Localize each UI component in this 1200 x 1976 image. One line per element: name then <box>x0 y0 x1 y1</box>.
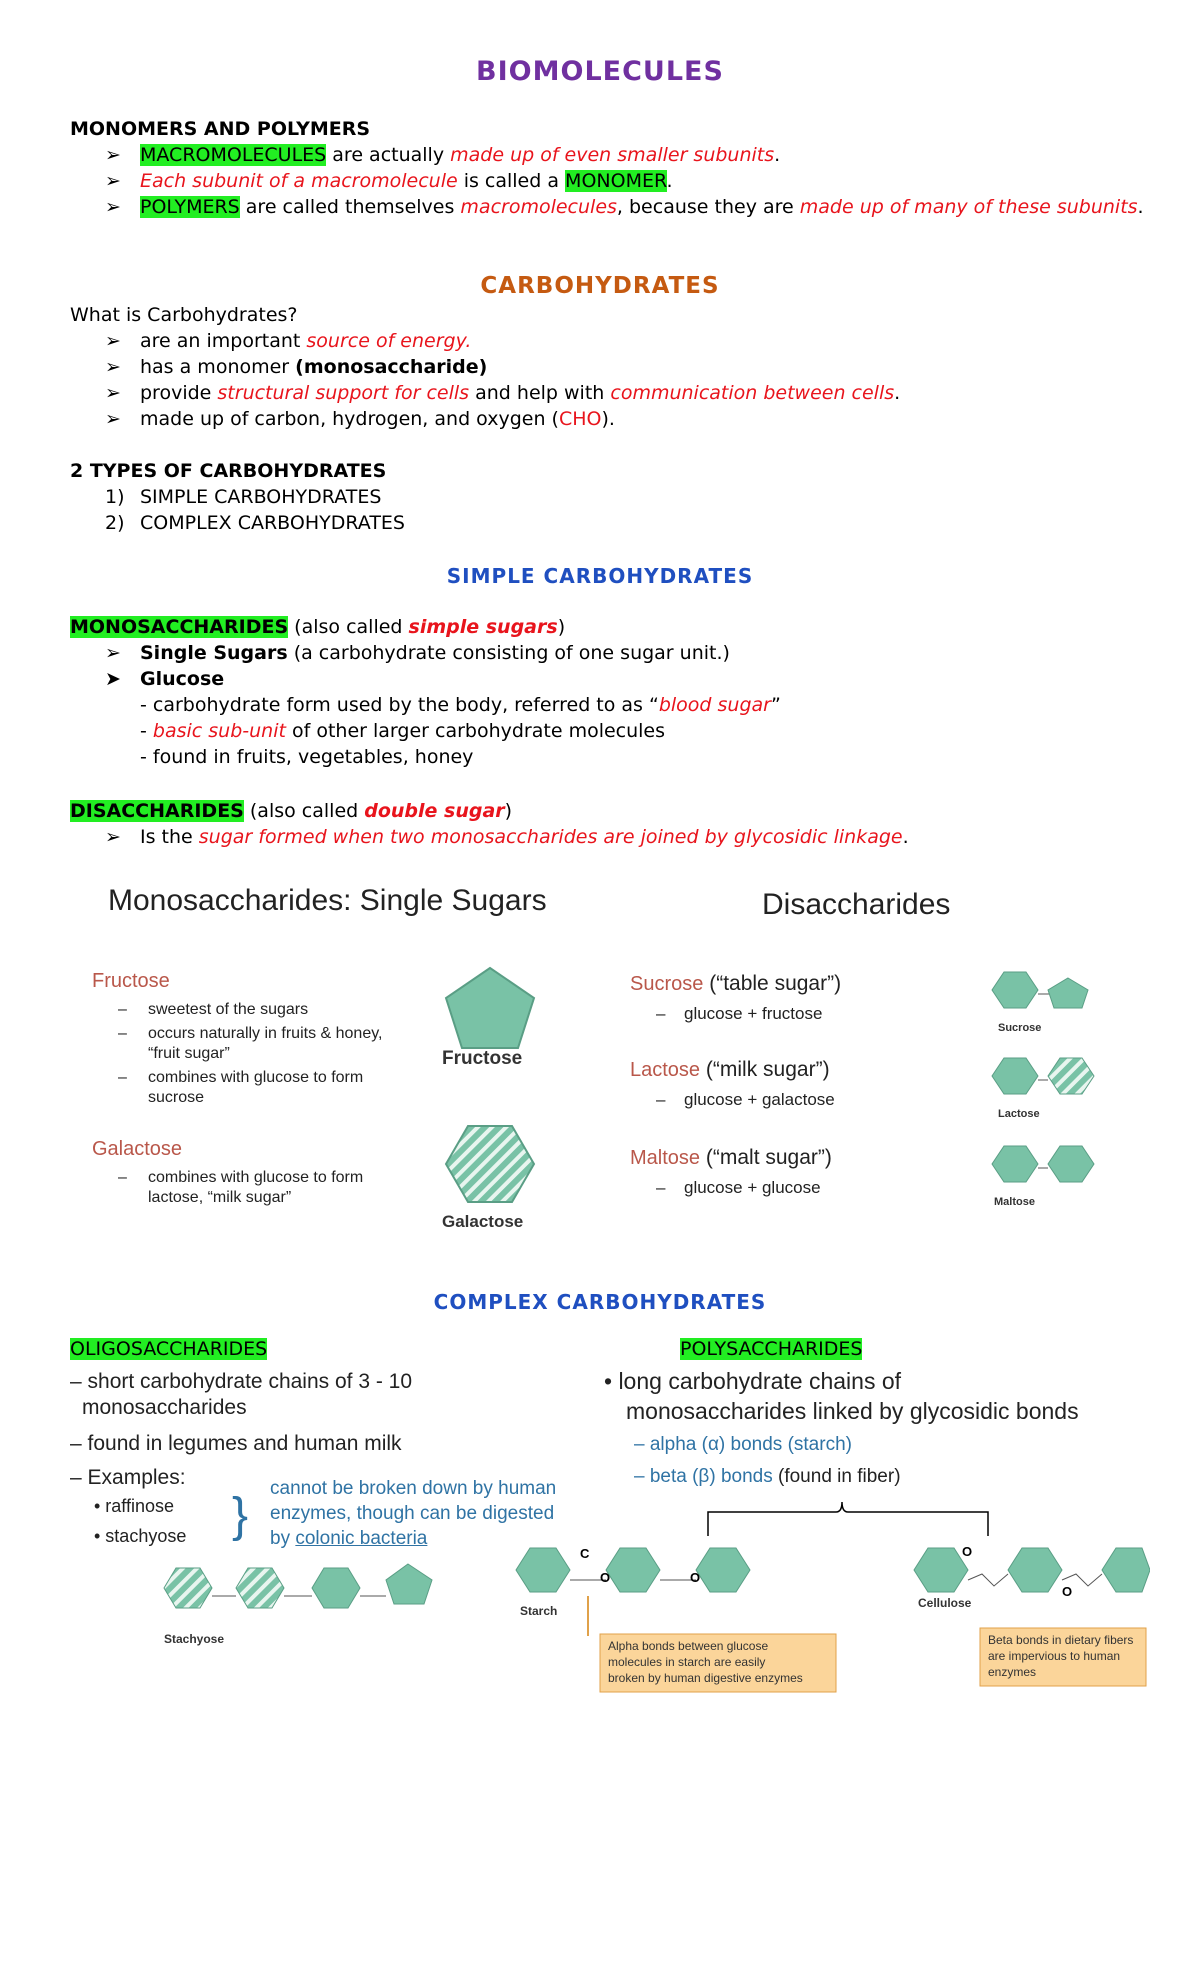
types-heading: 2 TYPES OF CARBOHYDRATES <box>70 460 387 482</box>
carbs-bullet-1: ➢ are an important source of energy. <box>105 330 472 352</box>
oligosaccharides-label: OLIGOSACCHARIDES <box>70 1338 268 1360</box>
single-sugars-bullet: ➢ Single Sugars (a carbohydrate consisting of one sugar unit.) <box>105 642 730 664</box>
glucose-bullet: ➤ Glucose <box>105 668 225 690</box>
complex-carbs-title: COMPLEX CARBOHYDRATES <box>433 1290 767 1314</box>
carbs-question: What is Carbohydrates? <box>70 304 298 326</box>
arrow-bullet-icon: ➢ <box>105 144 121 166</box>
arrow-bullet-icon: ➢ <box>105 196 121 218</box>
fructose-image-label: Fructose <box>442 1048 523 1069</box>
arrow-bullet-icon: ➢ <box>105 356 121 378</box>
starch-note: Alpha bonds between glucose molecules in starch are easily broken by human digestive enzymes <box>608 1639 803 1685</box>
oligo-line-3: – found in legumes and human milk <box>70 1432 402 1455</box>
poly-beta: – beta (β) bonds (found in fiber) <box>634 1466 901 1487</box>
sugars-figure <box>0 870 1200 1250</box>
maltose-desc: – glucose + glucose <box>656 1178 821 1197</box>
fructose-pentagon-icon <box>446 968 534 1048</box>
cellulose-image-label: Cellulose <box>918 1596 972 1610</box>
di-shapes <box>990 966 1110 1206</box>
galactose-hexagon-icon <box>446 1126 534 1202</box>
oligo-line-2: monosaccharides <box>82 1396 247 1419</box>
carbs-bullet-2: ➢ has a monomer (monosaccharide) <box>105 356 488 378</box>
arrow-bullet-icon: ➢ <box>105 170 121 192</box>
glucose-detail-1: - carbohydrate form used by the body, referred to as “blood sugar” <box>140 694 781 716</box>
lactose-image-label: Lactose <box>998 1108 1040 1120</box>
oligo-line-4: – Examples: <box>70 1466 186 1489</box>
arrow-bullet-icon: ➢ <box>105 826 121 848</box>
oligo-note: cannot be broken down by human enzymes, though can be digested by colonic bacteria <box>270 1478 557 1549</box>
glucose-detail-3: - found in fruits, vegetables, honey <box>140 746 474 768</box>
arrow-bullet-icon: ➢ <box>105 408 121 430</box>
cellulose-note: Beta bonds in dietary fibers are impervious to human enzymes <box>988 1633 1134 1679</box>
arrow-bullet-icon: ➤ <box>105 668 121 690</box>
doc-title: BIOMOLECULES <box>476 56 724 87</box>
sucrose-image-label: Sucrose <box>998 1022 1042 1034</box>
disaccharides-bullet: ➢ Is the sugar formed when two monosaccharides are joined by glycosidic linkage. <box>105 826 909 848</box>
stachyose-chain <box>160 1560 460 1640</box>
poly-line-1: • long carbohydrate chains of <box>604 1368 902 1394</box>
galactose-list: – combines with glucose to form lactose, “milk sugar” <box>118 1169 364 1206</box>
monomers-heading: MONOMERS AND POLYMERS <box>70 118 371 140</box>
monomers-bullet-3: ➢ POLYMERS are called themselves macromolecules, because they are made up of many of these subunits. <box>105 196 1144 218</box>
arrow-bullet-icon: ➢ <box>105 642 121 664</box>
poly-alpha: – alpha (α) bonds (starch) <box>634 1434 852 1455</box>
maltose-row: Maltose (“malt sugar”) <box>630 1146 832 1169</box>
polysaccharides-label: POLYSACCHARIDES <box>680 1338 863 1360</box>
fructose-label: Fructose <box>92 970 170 992</box>
sucrose-desc: – glucose + fructose <box>656 1004 823 1023</box>
monomers-bullet-1: ➢ MACROMOLECULES are actually made up of even smaller subunits. <box>105 144 781 166</box>
monosaccharides-figure-title: Monosaccharides: Single Sugars <box>108 884 547 917</box>
sucrose-row: Sucrose (“table sugar”) <box>630 972 842 995</box>
carbohydrates-title: CARBOHYDRATES <box>480 273 720 299</box>
type-item-2: 2) COMPLEX CARBOHYDRATES <box>105 512 405 534</box>
brace-icon: } <box>232 1489 249 1542</box>
oligo-example-2: • stachyose <box>94 1526 187 1546</box>
maltose-image-label: Maltose <box>994 1196 1035 1208</box>
monomers-bullet-2: ➢ Each subunit of a macromolecule is called a MONOMER. <box>105 170 673 192</box>
galactose-image-label: Galactose <box>442 1212 524 1231</box>
stachyose-image-label: Stachyose <box>164 1632 225 1646</box>
oligo-example-1: • raffinose <box>94 1496 175 1516</box>
galactose-label: Galactose <box>92 1138 183 1160</box>
disaccharides-figure-title: Disaccharides <box>762 888 951 921</box>
carbs-bullet-3: ➢ provide structural support for cells and help with communication between cells. <box>105 382 901 404</box>
fructose-list: – sweetest of the sugars – occurs naturally in fruits & honey, “fruit sugar” – combines with glucose to form sucrose <box>118 1001 383 1106</box>
oligo-line-1: – short carbohydrate chains of 3 - 10 <box>70 1370 413 1393</box>
poly-line-2: monosaccharides linked by glycosidic bonds <box>626 1398 1079 1424</box>
arrow-bullet-icon: ➢ <box>105 330 121 352</box>
simple-carbs-title: SIMPLE CARBOHYDRATES <box>446 564 754 588</box>
lactose-desc: – glucose + galactose <box>656 1090 835 1109</box>
disaccharides-line: DISACCHARIDES (also called double sugar) <box>70 800 513 822</box>
arrow-bullet-icon: ➢ <box>105 382 121 404</box>
complex-figure: – short carbohydrate chains of 3 - 10 monosaccharides – found in legumes and human milk – Examples: • raffinose • stachyose } cannot be broken down by human enzymes, though can be digested by colonic bacteria Stachyose • long carbohydrate chains of monosaccharides linked by glycosidic bonds – alpha (α) bonds (starch) – beta (β) bonds (found in fiber) C O O O O Starch Cellulose Alpha bonds between glucose molecules in starch are easily broken by human digestive enzymes Beta bonds in dietary fibers are impervious to human enzymes <box>0 1362 1200 1692</box>
carbs-bullet-4: ➢ made up of carbon, hydrogen, and oxygen (CHO). <box>105 408 615 430</box>
glucose-detail-2: - basic sub-unit of other larger carbohydrate molecules <box>140 720 666 742</box>
starch-image-label: Starch <box>520 1604 558 1618</box>
lactose-row: Lactose (“milk sugar”) <box>630 1058 830 1081</box>
mono-shapes <box>430 960 550 1220</box>
type-item-1: 1) SIMPLE CARBOHYDRATES <box>105 486 382 508</box>
monosaccharides-line: MONOSACCHARIDES (also called simple sugars) <box>70 616 566 638</box>
